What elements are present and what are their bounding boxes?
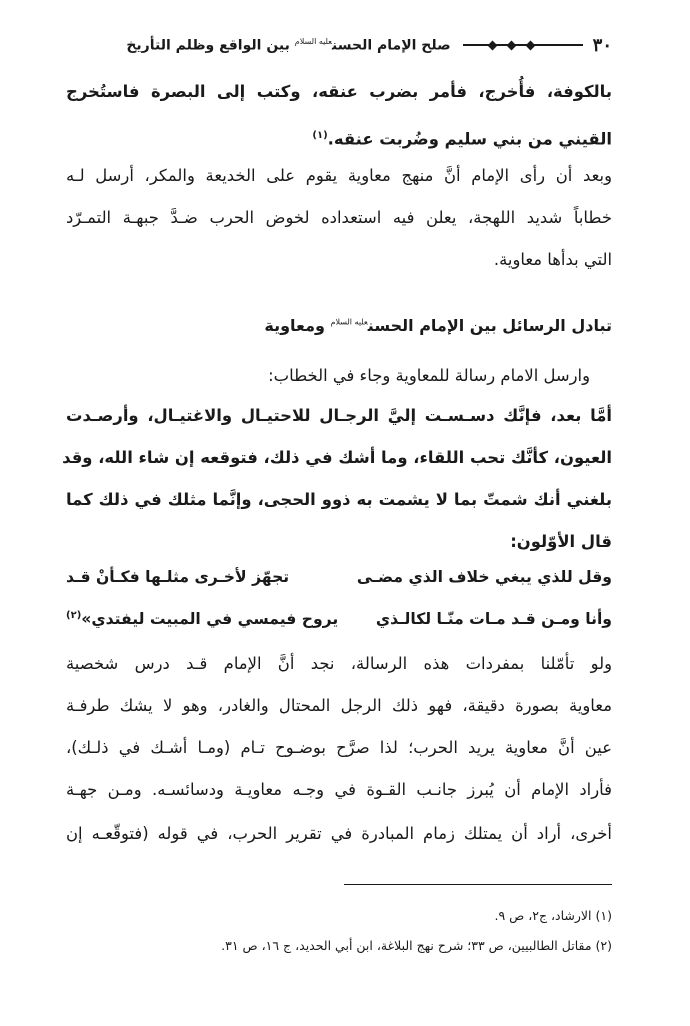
verse-1-first-hemistich: وقل للذي يبغي خلاف الذي مضـى	[356, 568, 612, 586]
footnote-separator	[344, 884, 612, 885]
letter-line-4: قال الأوّلون:	[510, 532, 612, 551]
footnote-2: (٢) مقاتل الطالبيين، ص ٣٣؛ شرح نهج البلاغة، ابن أبي الحديد، ج ١٦، ص ٣١.	[221, 938, 612, 953]
verse-2-first-hemistich: وأنا ومـن قـد مـات منّـا لكالـذي	[375, 610, 612, 628]
verse-1	[66, 568, 612, 586]
paragraph-2-line-2: خطاباً شديد اللهجة، يعلن فيه استعداده لخوض الحرب ضـدَّ جبهـة التمـرّد	[66, 208, 612, 227]
paragraph-1-line-1: بالكوفة، فأُخرج، فأمر بضرب عنقه، وكتب إلى البصرة فاستُخرج	[66, 82, 612, 101]
honorific-mark: عليه السلام	[330, 317, 368, 327]
verse-2-second-hemistich: يروح فيمسي في المبيت ليفتدي»$^{(٢)}$	[66, 610, 339, 629]
paragraph-4-line-5: أخرى، أراد أن يمتلك زمام المبادرة في تقرير الحرب، في قوله (فتوقّعـه إن	[66, 824, 612, 843]
letter-line-3: بلغني أنك شمتّ بما لا يشمت به ذوو الحجى، وإنَّما مثلك في ذلك كما	[66, 490, 612, 509]
paragraph-3-line-1: وارسل الامام رسالة للمعاوية وجاء في الخطاب:	[268, 366, 590, 385]
letter-line-2: العيون، كأنَّك تحب اللقاء، وما أشك في ذلك، فتوقعه إن شاء الله، وقد	[62, 448, 612, 467]
paragraph-4-line-4: فأراد الإمام أن يُبرز جانـب القـوة في وجـه معاويـة ودسائسـه. ومـن جهـة	[66, 780, 612, 799]
paragraph-4-line-1: ولو تأمّلنا بمفردات هذه الرسالة، نجد أنَّ الإمام قـد درس شخصية	[66, 654, 612, 673]
honorific-mark: عليه السلام	[294, 36, 333, 46]
footnote-ref-1: (١)	[312, 130, 328, 141]
verse-1-second-hemistich: تجهّز لأخـرى مثلـها فكـأنْ قـد	[66, 568, 290, 586]
running-title: صلح الإمام الحسن$^{عليه السلام}$ بين الواقع وظلم التأريخ	[126, 36, 451, 54]
ornament-diamond-icon	[487, 40, 497, 50]
footnote-ref-2: (٢)	[66, 610, 82, 621]
verse-2	[66, 610, 612, 628]
header-ornament-rule	[463, 44, 583, 46]
section-heading: تبادل الرسائل بين الإمام الحسن$^{عليه السلام}$ ومعاوية	[264, 316, 612, 335]
ornament-diamond-icon	[525, 40, 535, 50]
ornament-diamond-icon	[506, 40, 516, 50]
paragraph-4-line-2: معاوية بصورة دقيقة، فهو ذلك الرجل المحتال والغادر، وهو لا يشك طرفـة	[66, 696, 612, 715]
paragraph-2-line-1: وبعد أن رأى الإمام أنَّ منهج معاوية يقوم على الخديعة والمكر، أرسل لـه	[66, 166, 612, 185]
page-number: ٣٠	[592, 34, 612, 56]
paragraph-4-line-3: عين أنَّ معاوية يريد الحرب؛ لذا صرَّح بوضـوح تـام (ومـا أشـك في ذلـك)،	[66, 738, 612, 757]
letter-line-1: أمَّا بعد، فإنَّك دسـسـت إليَّ الرجـال للاحتيـال والاغتيـال، وأرصـدت	[66, 406, 612, 425]
footnote-1: (١) الارشاد، ج٢، ص ٩.	[494, 908, 612, 923]
paragraph-1-line-2: القيني من بني سليم وضُربت عنقه.$^{(١)}$	[312, 129, 612, 149]
paragraph-2-line-3: التي بدأها معاوية.	[493, 250, 612, 269]
page-header	[66, 32, 612, 58]
